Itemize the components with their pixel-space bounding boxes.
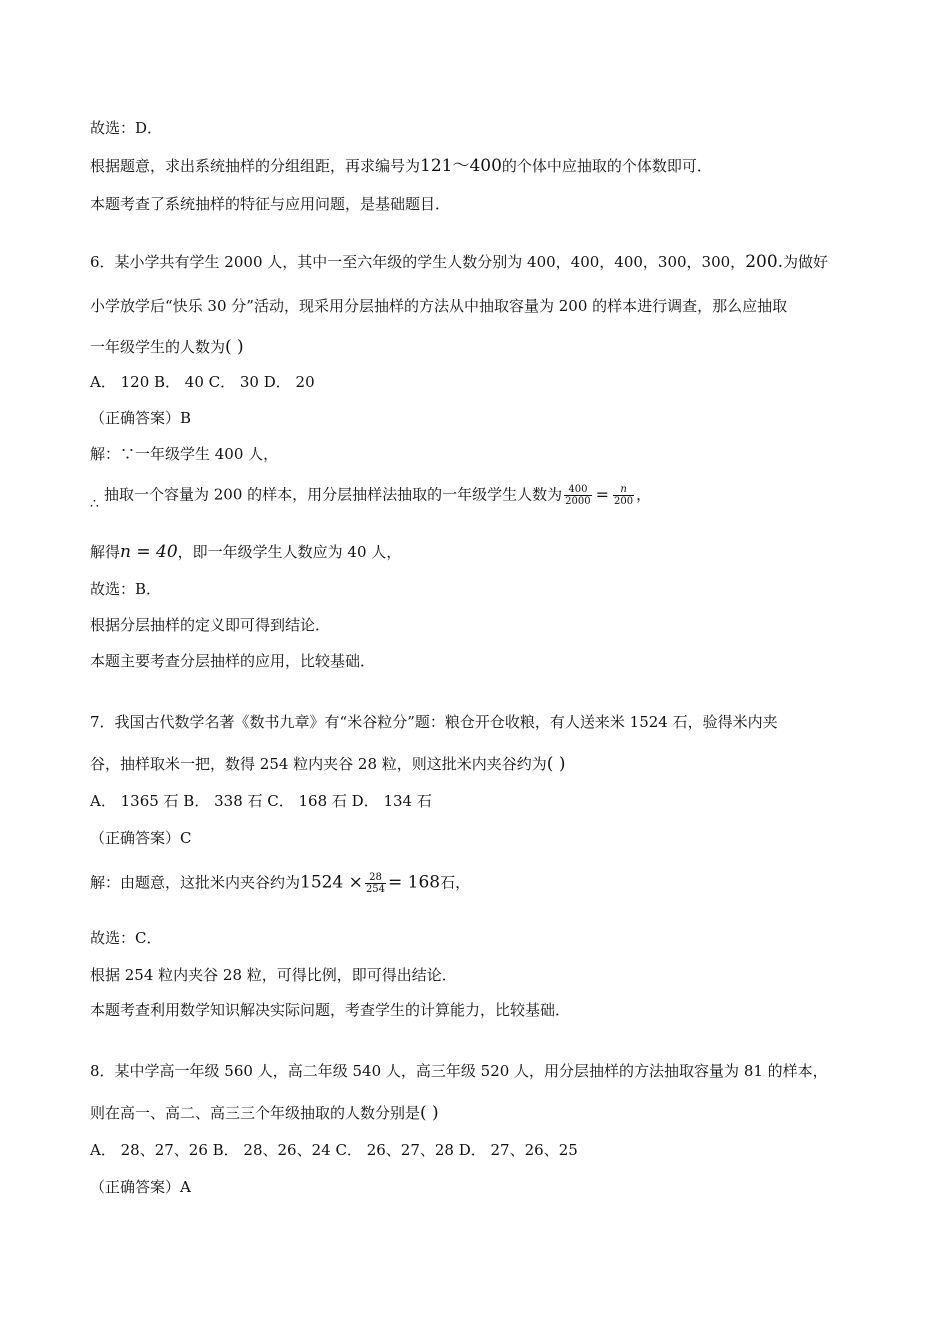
equals-sign: = bbox=[595, 484, 610, 504]
fraction-denominator: 200 bbox=[614, 496, 634, 507]
q7-answer: （正确答案）C bbox=[90, 829, 192, 847]
fraction-denominator: 254 bbox=[365, 884, 386, 895]
q8-answer-blank: ( ) bbox=[420, 1103, 439, 1123]
q6-options: A． 120 B． 40 C． 30 D． 20 bbox=[90, 373, 315, 391]
q5-analysis bbox=[90, 156, 712, 176]
fraction-denominator: 2000 bbox=[565, 496, 591, 507]
q7-solution-1-end: 石， bbox=[440, 873, 471, 892]
q6-solution-2 bbox=[104, 484, 651, 507]
q6-solution-3-text-a: 解得 bbox=[90, 543, 121, 561]
q5-analysis-text-b: 的个体中应抽取的个体数即可． bbox=[501, 157, 712, 175]
q7-options: A． 1365 石 B． 338 石 C． 168 石 D． 134 石 bbox=[90, 792, 432, 810]
q7-analysis: 根据 254 粒内夹谷 28 粒，可得比例，即可得出结论． bbox=[90, 966, 457, 984]
q6-stem-line-1 bbox=[90, 252, 828, 272]
q7-solution-1-text: 解：由题意，这批米内夹谷约为 bbox=[90, 873, 301, 892]
q7-conclusion: 故选：C． bbox=[90, 929, 162, 947]
q7-math-1524-times: 1524 × bbox=[300, 872, 363, 893]
q7-math-equals-168: = 168 bbox=[388, 872, 441, 893]
fraction-numerator: 28 bbox=[365, 872, 386, 884]
q6-solution-2-text: 抽取一个容量为 200 的样本，用分层抽样法抽取的一年级学生人数为 bbox=[104, 485, 563, 504]
q8-stem-line-2 bbox=[90, 1103, 439, 1123]
q6-answer: （正确答案）B bbox=[90, 409, 192, 427]
q6-solution-2-end: ， bbox=[636, 485, 652, 504]
q7-comment: 本题考查利用数学知识解决实际问题，考查学生的计算能力，比较基础． bbox=[90, 1001, 571, 1019]
q5-analysis-text-a: 根据题意，求出系统抽样的分组组距，再求编号为 bbox=[90, 157, 421, 175]
q6-analysis: 根据分层抽样的定义即可得到结论． bbox=[90, 616, 331, 634]
q6-stem-line-3 bbox=[90, 337, 244, 357]
q7-answer-blank: ( ) bbox=[546, 754, 566, 774]
q7-solution-1 bbox=[90, 872, 470, 895]
q6-solution-3-text-b: ，即一年级学生人数应为 40 人， bbox=[177, 543, 402, 561]
q7-stem-line-1: 7．我国古代数学名著《数书九章》有“米谷粒分”题：粮仓开仓收粮，有人送来米 1524 石，验得米内夹 bbox=[90, 713, 778, 731]
fraction-400-2000 bbox=[564, 484, 591, 507]
q5-conclusion: 故选：D． bbox=[90, 119, 163, 137]
q8-options: A． 28、27、26 B． 28、26、24 C． 26、27、28 D． 27、26、25 bbox=[90, 1141, 578, 1159]
q6-math-200: 200. bbox=[745, 252, 784, 272]
fraction-28-254 bbox=[365, 872, 386, 895]
q7-stem-line-2 bbox=[90, 754, 565, 774]
q6-stem-text-a: 6．某小学共有学生 2000 人，其中一至六年级的学生人数分别为 400，400，400，300，300， bbox=[90, 253, 746, 271]
q8-stem-line-1: 8．某中学高一年级 560 人，高二年级 540 人，高三年级 520 人，用分层抽样的方法抽取容量为 81 的样本， bbox=[90, 1062, 828, 1080]
q6-answer-blank: ( ) bbox=[225, 337, 244, 357]
q6-math-n-equals-40: n = 40 bbox=[120, 542, 178, 562]
fraction-numerator: n bbox=[613, 484, 634, 496]
q5-comment: 本题考查了系统抽样的特征与应用问题，是基础题目． bbox=[90, 195, 451, 213]
therefore-symbol: ∴ bbox=[90, 496, 99, 512]
q6-stem-line-2: 小学放学后“快乐 30 分”活动，现采用分层抽样的方法从中抽取容量为 200 的样本进行调查，那么应抽取 bbox=[90, 297, 788, 315]
q7-stem-text: 谷，抽样取米一把，数得 254 粒内夹谷 28 粒，则这批米内夹谷约为 bbox=[90, 755, 547, 773]
q8-stem-text: 则在高一、高二、高三三个年级抽取的人数分别是 bbox=[90, 1104, 421, 1122]
q5-range-math: 121～400 bbox=[420, 156, 502, 176]
fraction-numerator: 400 bbox=[564, 484, 591, 496]
q8-answer: （正确答案）A bbox=[90, 1178, 191, 1196]
q6-stem-text-c: 一年级学生的人数为 bbox=[90, 338, 226, 356]
q6-solution-3 bbox=[90, 542, 401, 562]
q6-comment: 本题主要考查分层抽样的应用，比较基础． bbox=[90, 652, 376, 670]
q6-conclusion: 故选：B． bbox=[90, 580, 162, 598]
q6-stem-text-b: 为做好 bbox=[783, 253, 829, 271]
q6-solution-1: 解：∵一年级学生 400 人， bbox=[90, 445, 279, 463]
fraction-n-200 bbox=[613, 484, 634, 507]
